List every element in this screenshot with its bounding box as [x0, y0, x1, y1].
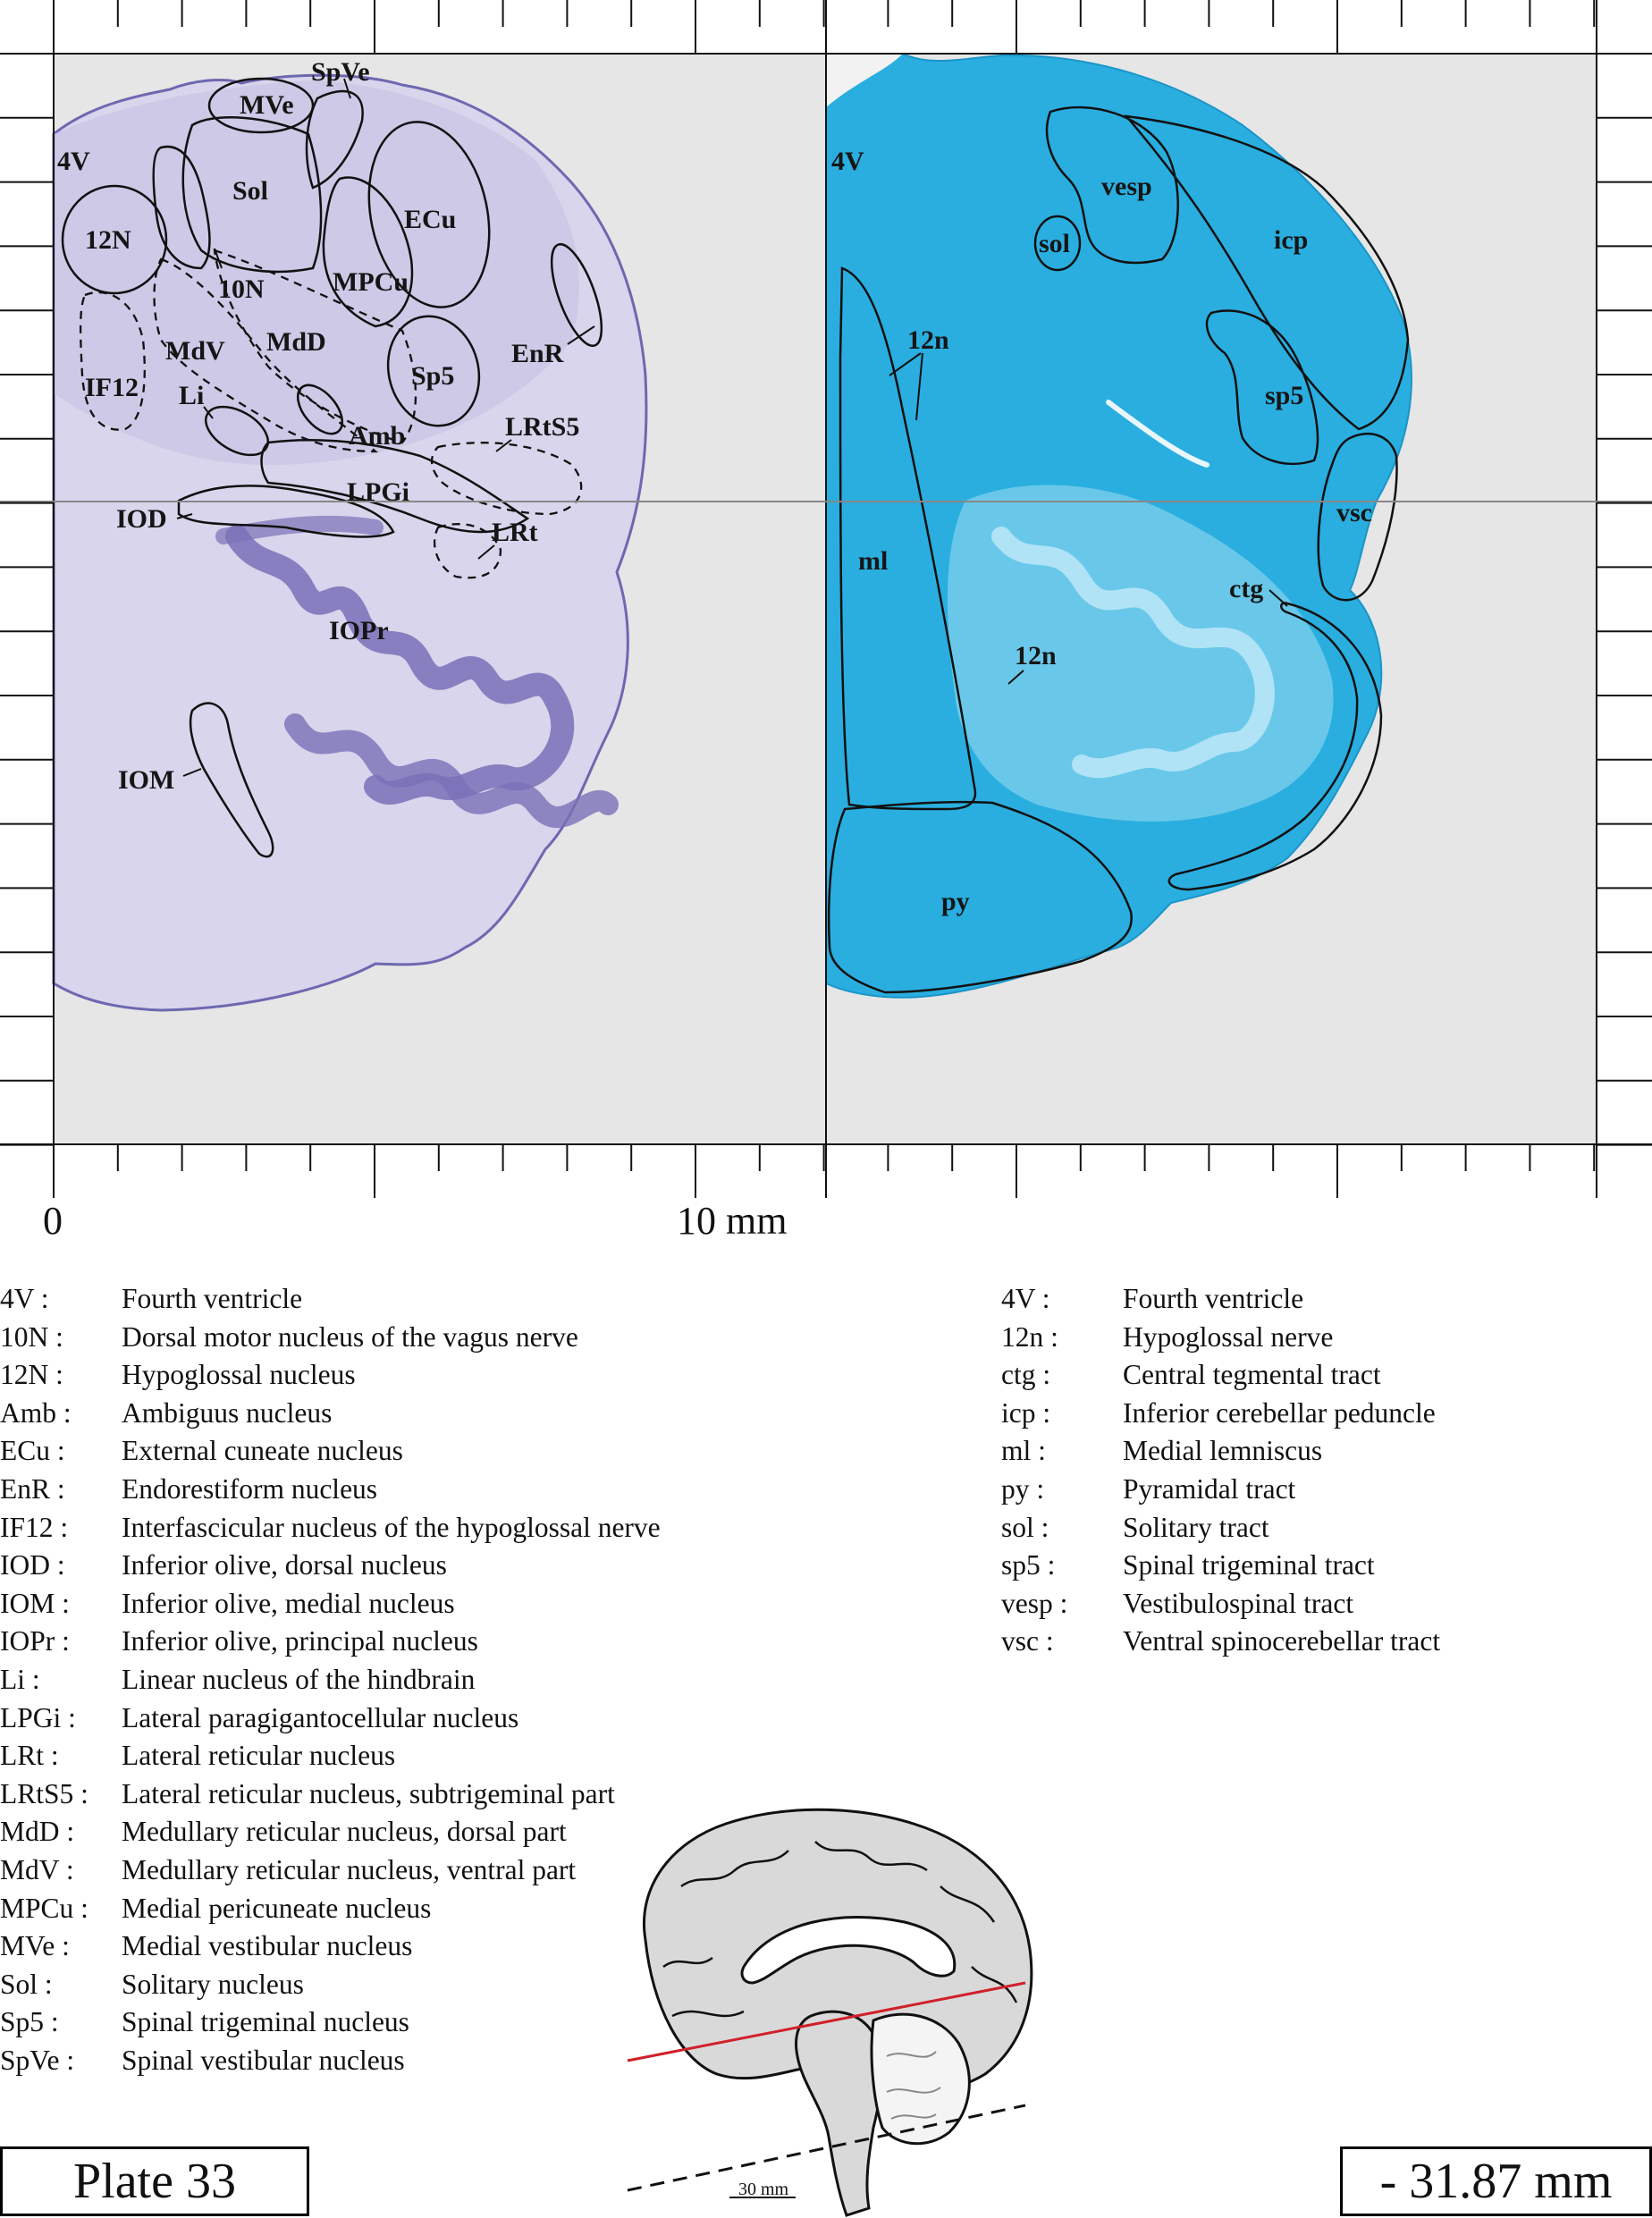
legend-full-name: Fourth ventricle	[1123, 1283, 1304, 1314]
label-vsc: vsc	[1336, 498, 1372, 527]
legend-row	[1001, 1623, 1440, 1661]
label-sol-myelin: sol	[1039, 229, 1071, 258]
legend-abbreviation: MdV :	[0, 1853, 74, 1885]
legend-full-name: Inferior cerebellar peduncle	[1123, 1396, 1436, 1429]
label-12n: 12N	[85, 225, 131, 255]
brain-inset	[619, 1788, 1048, 2217]
legend-full-name: Ambiguus nucleus	[122, 1396, 333, 1429]
legend-row	[0, 2042, 661, 2080]
legend-abbreviation: IOM :	[0, 1587, 70, 1619]
legend-abbreviation: MdD :	[0, 1816, 75, 1848]
legend-row	[1001, 1356, 1440, 1395]
label-li: Li	[179, 381, 205, 410]
legend-abbreviation: LRtS5 :	[0, 1777, 88, 1809]
legend-row	[0, 1356, 661, 1395]
legend-row	[0, 1813, 661, 1851]
legend-full-name: Spinal vestibular nucleus	[122, 2044, 405, 2076]
legend-row	[0, 1661, 661, 1699]
label-amb: Amb	[349, 421, 406, 451]
label-mve: MVe	[240, 90, 294, 120]
label-lrt: LRt	[492, 518, 538, 547]
label-iod: IOD	[116, 504, 167, 534]
label-mdd: MdD	[266, 327, 326, 357]
brainstem	[796, 2011, 882, 2215]
legend-full-name: Spinal trigeminal nucleus	[122, 2006, 409, 2038]
legend-row	[0, 1395, 661, 1433]
legend-abbreviation: MVe :	[0, 1930, 70, 1962]
label-spve: SpVe	[311, 57, 370, 87]
legend-full-name: Medial lemniscus	[1123, 1435, 1323, 1467]
label-4v-nissl: 4V	[57, 147, 90, 176]
legend-abbreviation: py :	[1001, 1472, 1045, 1505]
legend-full-name: Solitary tract	[1123, 1511, 1269, 1543]
legend-abbreviation: sp5 :	[1001, 1549, 1056, 1581]
label-12n-upper: 12n	[907, 325, 949, 355]
legend-abbreviation: icp :	[1001, 1396, 1051, 1429]
legend-abbreviation: 4V :	[1001, 1283, 1050, 1314]
label-py: py	[941, 887, 970, 916]
legend-abbreviation: vesp :	[1001, 1587, 1068, 1619]
legend-abbreviation: Amb :	[0, 1396, 72, 1429]
legend-row	[0, 1927, 661, 1966]
label-ml: ml	[858, 546, 889, 576]
scale-zero-label: 0	[43, 1199, 63, 1243]
legend-abbreviation: 4V :	[0, 1283, 49, 1314]
label-sol: Sol	[232, 176, 269, 206]
legend-abbreviation: ECu :	[0, 1435, 65, 1467]
legend-full-name: Medullary reticular nucleus, dorsal part	[122, 1816, 567, 1848]
legend-abbreviation: vsc :	[1001, 1625, 1054, 1657]
label-icp: icp	[1274, 225, 1309, 255]
label-sp5: Sp5	[411, 361, 455, 391]
legend-abbreviation: Sol :	[0, 1968, 53, 2000]
legend-row	[0, 1737, 661, 1775]
label-ecu: ECu	[404, 205, 457, 234]
legend-row	[0, 1623, 661, 1661]
legend-abbreviation: MPCu :	[0, 1892, 88, 1924]
legend-full-name: Inferior olive, dorsal nucleus	[122, 1549, 447, 1581]
plate-level-box: - 31.87 mm	[1340, 2146, 1652, 2216]
legend-abbreviation: LRt :	[0, 1740, 59, 1772]
legend-full-name: Endorestiform nucleus	[122, 1472, 378, 1505]
legend-row	[0, 1432, 661, 1471]
legend-full-name: Solitary nucleus	[122, 1968, 304, 2000]
legend-row	[0, 1966, 661, 2004]
legend-row	[0, 1509, 661, 1548]
legend-full-name: Dorsal motor nucleus of the vagus nerve	[122, 1320, 578, 1353]
legend-abbreviation: SpVe :	[0, 2044, 75, 2076]
legend-row	[0, 1851, 661, 1890]
label-lrts5: LRtS5	[505, 412, 580, 442]
legend-full-name: Medullary reticular nucleus, ventral part	[122, 1853, 577, 1885]
legend-abbreviation: LPGi :	[0, 1701, 76, 1733]
label-lpgi: LPGi	[347, 477, 410, 507]
legend-row	[0, 1280, 661, 1319]
label-12n-lower: 12n	[1015, 641, 1057, 670]
legend-full-name: Linear nucleus of the hindbrain	[122, 1663, 476, 1695]
legend-abbreviation: 12n :	[1001, 1320, 1058, 1353]
legend-row	[0, 1319, 661, 1357]
legend-full-name: Hypoglossal nucleus	[122, 1359, 356, 1391]
label-if12: IF12	[85, 373, 139, 402]
legend-abbreviation: Sp5 :	[0, 2006, 59, 2038]
legend-row	[0, 1585, 661, 1623]
legend-abbreviation: Li :	[0, 1663, 40, 1695]
label-mdv: MdV	[165, 336, 225, 366]
legend-tracts	[1001, 1280, 1440, 1661]
legend-full-name: Ventral spinocerebellar tract	[1123, 1625, 1441, 1657]
legend-full-name: Medial pericuneate nucleus	[122, 1892, 432, 1924]
legend-row	[0, 1699, 661, 1738]
legend-row	[1001, 1395, 1440, 1433]
legend-full-name: Lateral reticular nucleus, subtrigeminal part	[122, 1777, 615, 1809]
legend-full-name: Spinal trigeminal tract	[1123, 1549, 1375, 1581]
legend-row	[1001, 1509, 1440, 1548]
legend-abbreviation: 12N :	[0, 1359, 63, 1391]
legend-full-name: External cuneate nucleus	[122, 1435, 403, 1467]
legend-abbreviation: sol :	[1001, 1511, 1049, 1543]
legend-row	[1001, 1585, 1440, 1623]
legend-row	[0, 1890, 661, 1928]
label-enr: EnR	[511, 339, 564, 368]
label-iom: IOM	[118, 765, 175, 795]
legend-abbreviation: ctg :	[1001, 1359, 1051, 1391]
label-4v-myelin: 4V	[831, 147, 864, 176]
label-ctg: ctg	[1229, 574, 1264, 603]
legend-abbreviation: EnR :	[0, 1472, 65, 1505]
legend-abbreviation: IOPr :	[0, 1625, 70, 1657]
legend-full-name: Lateral reticular nucleus	[122, 1740, 396, 1772]
legend-row	[0, 1775, 661, 1814]
legend-full-name: Fourth ventricle	[122, 1283, 303, 1314]
legend-full-name: Inferior olive, medial nucleus	[122, 1587, 455, 1619]
label-vesp: vesp	[1101, 172, 1152, 201]
legend-row	[1001, 1319, 1440, 1357]
legend-full-name: Interfascicular nucleus of the hypoglossal nerve	[122, 1511, 661, 1543]
inset-scale-label: 30 mm	[738, 2180, 789, 2199]
legend-row	[1001, 1547, 1440, 1585]
legend-full-name: Lateral paragigantocellular nucleus	[122, 1701, 519, 1733]
label-iopr: IOPr	[329, 616, 389, 645]
label-mpcu: MPCu	[333, 267, 409, 297]
legend-row	[0, 1471, 661, 1509]
legend-row	[1001, 1471, 1440, 1509]
legend-abbreviation: IF12 :	[0, 1511, 69, 1543]
legend-full-name: Pyramidal tract	[1123, 1472, 1296, 1505]
legend-row	[0, 2003, 661, 2042]
scale-ten-label: 10 mm	[677, 1199, 788, 1243]
label-10n: 10N	[218, 274, 265, 304]
legend-row	[0, 1547, 661, 1585]
legend-nuclei	[0, 1280, 661, 2079]
legend-abbreviation: 10N :	[0, 1320, 63, 1353]
legend-full-name: Hypoglossal nerve	[1123, 1320, 1334, 1353]
plate-number-box: Plate 33	[0, 2146, 309, 2216]
legend-full-name: Inferior olive, principal nucleus	[122, 1625, 478, 1657]
legend-row	[1001, 1280, 1440, 1319]
legend-abbreviation: ml :	[1001, 1435, 1046, 1467]
legend-full-name: Central tegmental tract	[1123, 1359, 1381, 1391]
legend-abbreviation: IOD :	[0, 1549, 65, 1581]
label-sp5-myelin: sp5	[1265, 381, 1304, 410]
legend-full-name: Vestibulospinal tract	[1123, 1587, 1354, 1619]
legend-row	[1001, 1432, 1440, 1471]
legend-full-name: Medial vestibular nucleus	[122, 1930, 413, 1962]
